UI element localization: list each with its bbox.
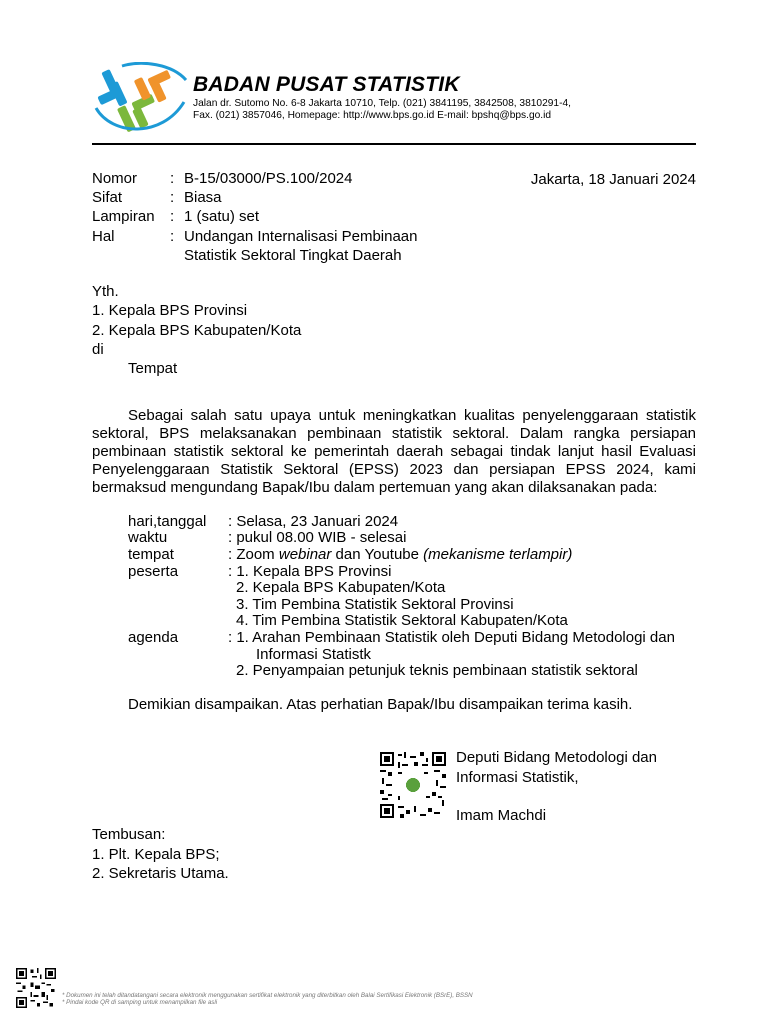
cc-item-1: 1. Plt. Kepala BPS; [92, 846, 220, 863]
lampiran-label: Lampiran [92, 208, 155, 225]
detail-waktu-value: : pukul 08.00 WIB - selesai [228, 529, 407, 546]
agenda-item-2: 2. Penyampaian petunjuk teknis pembinaan statistik sektoral [236, 662, 638, 679]
detail-hari-value: : Selasa, 23 Januari 2024 [228, 513, 399, 530]
body-paragraph [92, 407, 696, 497]
hal-value-2: Statistik Sektoral Tingkat Daerah [184, 247, 402, 264]
peserta-item-3: 3. Tim Pembina Statistik Sektoral Provinsi [236, 596, 514, 613]
detail-hari-label: hari,tanggal [128, 513, 207, 530]
recipient-item-1: 1. Kepala BPS Provinsi [92, 302, 248, 319]
header-divider [92, 143, 696, 145]
agenda-item-1a: : 1. Arahan Pembinaan Statistik oleh Deputi Bidang Metodologi dan [228, 629, 675, 646]
cc-item-2: 2. Sekretaris Utama. [92, 865, 229, 882]
bps-logo [92, 62, 188, 140]
nomor-label: Nomor [92, 170, 138, 187]
hal-value-1: Undangan Internalisasi Pembinaan [184, 228, 418, 245]
lampiran-value: 1 (satu) set [184, 208, 260, 225]
tempat-prefix: : Zoom [228, 546, 279, 563]
peserta-item-2: 2. Kepala BPS Kabupaten/Kota [236, 579, 446, 596]
nomor-value: B-15/03000/PS.100/2024 [184, 170, 353, 187]
closing-sentence: Demikian disampaikan. Atas perhatian Bapak/Ibu disampaikan terima kasih. [128, 696, 633, 713]
footer-note-line-2: * Pindai kode QR di samping untuk menampilkan file asli [62, 999, 218, 1006]
signature-qr-code [380, 752, 446, 818]
sifat-colon: : [170, 189, 175, 206]
footer-note [62, 992, 473, 1006]
detail-tempat-label: tempat [128, 546, 174, 563]
sifat-value: Biasa [184, 189, 222, 206]
address-line-2: Fax. (021) 3857046, Homepage: http://www.bps.go.id E-mail: bpshq@bps.go.id [193, 109, 552, 121]
detail-agenda-label: agenda [128, 629, 179, 646]
peserta-item-1: : 1. Kepala BPS Provinsi [228, 563, 392, 580]
signatory-title-1: Deputi Bidang Metodologi dan [456, 749, 657, 766]
body-paragraph-text: Sebagai salah satu upaya untuk meningkatkan kualitas penyelenggaraan statistik sektoral, BPS melaksanakan pembinaan statistik sektoral. Dalam rangka persiapan pembinaan statistik sektoral ke pemerintah daerah sebagai tindak lanjut hasil Evaluasi Penyelenggaraan Statistik Sektoral (EPSS) 2023 dan persiapan EPSS 2024, kami bermaksud mengundang Bapak/Ibu dalam pertemuan yang akan dilaksanakan pada: [92, 407, 696, 496]
signatory-name: Imam Machdi [456, 807, 547, 824]
hal-colon: : [170, 228, 175, 245]
sifat-label: Sifat [92, 189, 123, 206]
tempat-webinar: webinar [278, 546, 332, 563]
hal-label: Hal [92, 228, 115, 245]
org-address [193, 98, 571, 121]
tempat-mekanisme: (mekanisme terlampir) [423, 546, 573, 563]
recipient-di: di [92, 341, 104, 358]
nomor-colon: : [170, 170, 175, 187]
detail-peserta-label: peserta [128, 563, 179, 580]
detail-waktu-label: waktu [128, 529, 168, 546]
letter-date: Jakarta, 18 Januari 2024 [530, 171, 696, 188]
footer-note-line-1: * Dokumen ini telah ditandatangani secara elektronik menggunakan sertifikat elektronik yang diterbitkan oleh Balai Sertifikasi Elektronik (BSrE), BSSN [62, 992, 473, 999]
footer-qr-code [16, 968, 56, 1008]
signatory-title-2: Informasi Statistik, [456, 769, 579, 786]
recipient-tempat: Tempat [128, 360, 178, 377]
recipient-item-2: 2. Kepala BPS Kabupaten/Kota [92, 322, 302, 339]
peserta-item-4: 4. Tim Pembina Statistik Sektoral Kabupaten/Kota [236, 612, 568, 629]
recipient-yth: Yth. [92, 283, 119, 300]
address-line-1: Jalan dr. Sutomo No. 6-8 Jakarta 10710, Telp. (021) 3841195, 3842508, 3810291-4, [193, 98, 571, 109]
cc-label: Tembusan: [92, 826, 166, 843]
tempat-mid: dan Youtube [331, 546, 424, 563]
lampiran-colon: : [170, 208, 175, 225]
org-name: BADAN PUSAT STATISTIK [193, 73, 460, 96]
agenda-item-1b: Informasi Statistk [256, 646, 372, 663]
